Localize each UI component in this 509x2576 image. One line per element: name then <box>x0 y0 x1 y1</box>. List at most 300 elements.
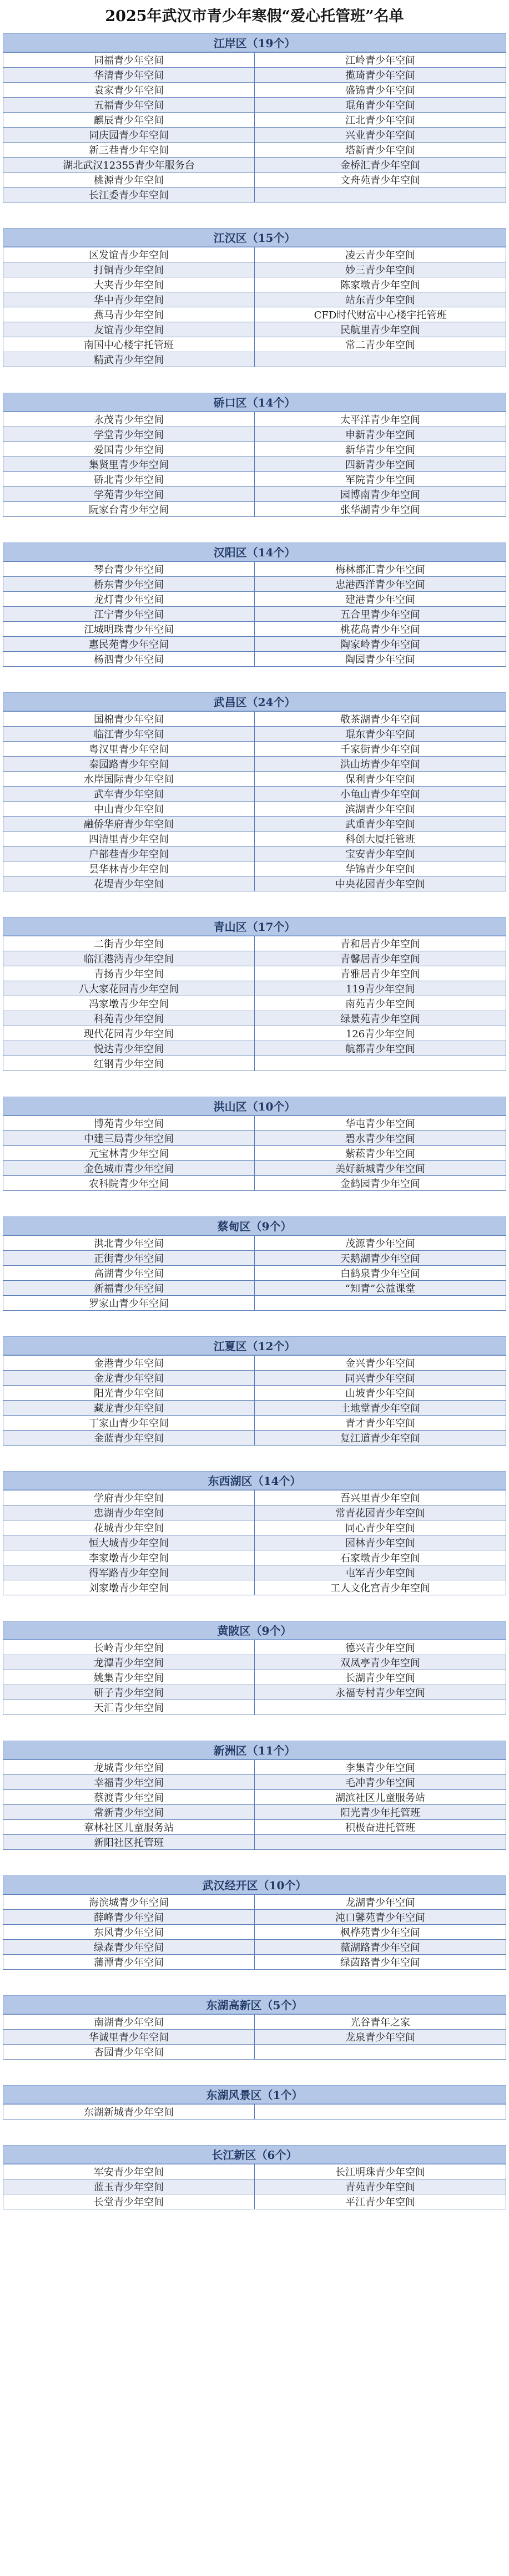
center-name: 江北青少年空间 <box>255 113 506 128</box>
center-name: 龙湖青少年空间 <box>255 1895 506 1910</box>
table-row <box>3 1940 506 1955</box>
center-name: 长堂青少年空间 <box>3 2194 255 2209</box>
center-name: 工人文化宫青少年空间 <box>255 1580 506 1595</box>
table-row <box>3 2194 506 2209</box>
center-name: 南湖青少年空间 <box>3 2015 255 2030</box>
center-name: 龙潭青少年空间 <box>3 1655 255 1670</box>
center-name: 江宁青少年空间 <box>3 607 255 622</box>
section-spacer <box>3 667 506 692</box>
table-row <box>3 1655 506 1670</box>
center-name: 光谷青年之家 <box>255 2015 506 2030</box>
center-name: 绿森青少年空间 <box>3 1940 255 1955</box>
district-header: 洪山区（10个） <box>3 1097 506 1115</box>
center-table <box>3 2014 506 2060</box>
table-row <box>3 1431 506 1446</box>
center-name: 复江道青少年空间 <box>255 1431 506 1446</box>
center-name: 桃源青少年空间 <box>3 173 255 187</box>
table-row <box>3 1490 506 1505</box>
district-header: 青山区（17个） <box>3 917 506 936</box>
center-name: 张华湖青少年空间 <box>255 502 506 517</box>
center-name: 青才青少年空间 <box>255 1416 506 1431</box>
table-row <box>3 277 506 292</box>
center-name: 刘家墩青少年空间 <box>3 1580 255 1595</box>
center-name: 南苑青少年空间 <box>255 996 506 1011</box>
center-name: 罗家山青少年空间 <box>3 1296 255 1311</box>
center-name: 华诚里青少年空间 <box>3 2030 255 2045</box>
center-name: 永福专村青少年空间 <box>255 1685 506 1700</box>
center-name: 现代花园青少年空间 <box>3 1026 255 1041</box>
table-row <box>3 143 506 158</box>
district-section <box>3 1216 506 1336</box>
center-table <box>3 52 506 202</box>
center-name: 区发谊青少年空间 <box>3 247 255 262</box>
table-row <box>3 247 506 262</box>
table-row <box>3 757 506 772</box>
center-name: 军院青少年空间 <box>255 472 506 487</box>
table-row <box>3 1236 506 1251</box>
center-name: 中央花园青少年空间 <box>255 876 506 891</box>
district-section <box>3 393 506 542</box>
center-name: 水岸国际青少年空间 <box>3 772 255 787</box>
center-name: 爱国青少年空间 <box>3 442 255 457</box>
center-name: 杏园青少年空间 <box>3 2045 255 2060</box>
district-header: 东湖风景区（1个） <box>3 2085 506 2104</box>
center-name: 建港青少年空间 <box>255 592 506 607</box>
district-section <box>3 2085 506 2145</box>
table-row <box>3 1535 506 1550</box>
table-row <box>3 562 506 577</box>
table-row <box>3 846 506 861</box>
center-name: 武车青少年空间 <box>3 787 255 802</box>
center-name: 四新青少年空间 <box>255 457 506 472</box>
table-row <box>3 2030 506 2045</box>
center-table <box>3 1355 506 1446</box>
table-row <box>3 53 506 68</box>
table-row <box>3 996 506 1011</box>
table-row <box>3 1401 506 1416</box>
table-row <box>3 1011 506 1026</box>
center-name: 龙城青少年空间 <box>3 1760 255 1775</box>
center-name: 五福青少年空间 <box>3 98 255 113</box>
center-name: 桃花岛青少年空间 <box>255 622 506 637</box>
district-header: 汉阳区（14个） <box>3 542 506 561</box>
table-row <box>3 1700 506 1715</box>
table-row <box>3 981 506 996</box>
center-name: 丁家山青少年空间 <box>3 1416 255 1431</box>
center-name: 花城青少年空间 <box>3 1520 255 1535</box>
center-name: 粤汉里青少年空间 <box>3 742 255 757</box>
table-row <box>3 772 506 787</box>
district-header: 硚口区（14个） <box>3 393 506 412</box>
center-name: 绿茵路青少年空间 <box>255 1955 506 1970</box>
table-row <box>3 502 506 517</box>
center-name: 洪北青少年空间 <box>3 1236 255 1251</box>
center-table <box>3 412 506 517</box>
center-name: 武重青少年空间 <box>255 817 506 831</box>
center-table <box>3 1759 506 1850</box>
section-spacer <box>3 1850 506 1875</box>
center-name: 长湖青少年空间 <box>255 1670 506 1685</box>
center-name: 中建三局青少年空间 <box>3 1131 255 1146</box>
center-name: 茂源青少年空间 <box>255 1236 506 1251</box>
center-name: 精武青少年空间 <box>3 352 255 367</box>
center-name: 金兴青少年空间 <box>255 1356 506 1371</box>
center-name: 金港青少年空间 <box>3 1356 255 1371</box>
center-name: “知青”公益课堂 <box>255 1281 506 1296</box>
center-name: 得军路青少年空间 <box>3 1565 255 1580</box>
center-name: 梅林都汇青少年空间 <box>255 562 506 577</box>
center-name: 碧水青少年空间 <box>255 1131 506 1146</box>
center-name: 海滨城青少年空间 <box>3 1895 255 1910</box>
center-name: 洪山坊青少年空间 <box>255 757 506 772</box>
section-spacer <box>3 1446 506 1471</box>
center-name: 凌云青少年空间 <box>255 247 506 262</box>
table-row <box>3 1251 506 1266</box>
district-section <box>3 1875 506 1995</box>
center-table <box>3 2164 506 2209</box>
center-name <box>255 2105 506 2119</box>
section-spacer <box>3 1191 506 1216</box>
center-table <box>3 1115 506 1191</box>
table-row <box>3 187 506 202</box>
center-name: 友谊青少年空间 <box>3 322 255 337</box>
center-name: 申新青少年空间 <box>255 427 506 442</box>
district-section <box>3 1995 506 2085</box>
section-spacer <box>3 2119 506 2145</box>
center-name: 红钢青少年空间 <box>3 1056 255 1071</box>
table-row <box>3 83 506 98</box>
district-section <box>3 917 506 1097</box>
center-table <box>3 1490 506 1595</box>
table-row <box>3 1371 506 1386</box>
center-name <box>255 1700 506 1715</box>
center-name: 园博南青少年空间 <box>255 487 506 502</box>
center-name: 长江委青少年空间 <box>3 187 255 202</box>
center-name: 冯家墩青少年空间 <box>3 996 255 1011</box>
table-row <box>3 113 506 128</box>
table-row <box>3 158 506 173</box>
section-spacer <box>3 1715 506 1741</box>
table-row <box>3 1026 506 1041</box>
center-name: 二街青少年空间 <box>3 936 255 951</box>
center-name: 华中青少年空间 <box>3 292 255 307</box>
center-name: 站东青少年空间 <box>255 292 506 307</box>
center-name: 保利青少年空间 <box>255 772 506 787</box>
table-row <box>3 98 506 113</box>
center-name: 阮家台青少年空间 <box>3 502 255 517</box>
center-name: 园林青少年空间 <box>255 1535 506 1550</box>
page-title: 2025年武汉市青少年寒假“爱心托管班”名单 <box>105 8 404 25</box>
center-name: 新华青少年空间 <box>255 442 506 457</box>
center-name: 新阳社区托管班 <box>3 1835 255 1850</box>
center-name: 姚集青少年空间 <box>3 1670 255 1685</box>
center-table <box>3 936 506 1071</box>
center-name: 幸福青少年空间 <box>3 1775 255 1790</box>
center-name: 126青少年空间 <box>255 1026 506 1041</box>
district-header: 江夏区（12个） <box>3 1336 506 1355</box>
section-spacer <box>3 1970 506 1995</box>
center-name: 高湖青少年空间 <box>3 1266 255 1281</box>
table-row <box>3 787 506 802</box>
center-name: 青扬青少年空间 <box>3 966 255 981</box>
table-row <box>3 352 506 367</box>
center-name: 陈家墩青少年空间 <box>255 277 506 292</box>
district-section <box>3 542 506 692</box>
district-header: 江岸区（19个） <box>3 33 506 52</box>
center-name: 桥东青少年空间 <box>3 577 255 592</box>
table-row <box>3 1805 506 1820</box>
table-row <box>3 412 506 427</box>
district-list <box>3 33 506 2209</box>
center-table <box>3 711 506 891</box>
table-row <box>3 292 506 307</box>
center-name: 常青花园青少年空间 <box>255 1505 506 1520</box>
table-row <box>3 262 506 277</box>
center-name: 长江明珠青少年空间 <box>255 2164 506 2179</box>
table-row <box>3 1775 506 1790</box>
center-name: 正街青少年空间 <box>3 1251 255 1266</box>
table-row <box>3 637 506 652</box>
center-name: 新三巷青少年空间 <box>3 143 255 158</box>
center-name: 蒲潭青少年空间 <box>3 1955 255 1970</box>
table-row <box>3 1131 506 1146</box>
center-name: 揽琦青少年空间 <box>255 68 506 83</box>
center-name: 忠湖青少年空间 <box>3 1505 255 1520</box>
table-row <box>3 951 506 966</box>
table-row <box>3 712 506 727</box>
center-name: 东风青少年空间 <box>3 1925 255 1940</box>
section-spacer <box>3 367 506 393</box>
center-name: 五合里青少年空间 <box>255 607 506 622</box>
table-row <box>3 1955 506 1970</box>
table-row <box>3 802 506 817</box>
district-section <box>3 2145 506 2209</box>
table-row <box>3 442 506 457</box>
center-name: 沌口馨苑青少年空间 <box>255 1910 506 1925</box>
center-name: CFD时代财富中心楼宇托管班 <box>255 307 506 322</box>
center-name: 杨泗青少年空间 <box>3 652 255 667</box>
center-name: 华清青少年空间 <box>3 68 255 83</box>
table-row <box>3 1910 506 1925</box>
center-name: 李集青少年空间 <box>255 1760 506 1775</box>
table-row <box>3 322 506 337</box>
center-name: 科创大厦托管班 <box>255 831 506 846</box>
center-name: 天鹅湖青少年空间 <box>255 1251 506 1266</box>
section-spacer <box>3 891 506 917</box>
center-name: 金色城市青少年空间 <box>3 1161 255 1176</box>
table-row <box>3 337 506 352</box>
table-row <box>3 1266 506 1281</box>
center-name: 滨湖青少年空间 <box>255 802 506 817</box>
center-name: 兴业青少年空间 <box>255 128 506 143</box>
center-name: 小龟山青少年空间 <box>255 787 506 802</box>
center-name: 江城明珠青少年空间 <box>3 622 255 637</box>
district-header: 武昌区（24个） <box>3 692 506 711</box>
center-name: 融侨华府青少年空间 <box>3 817 255 831</box>
section-spacer <box>3 1311 506 1336</box>
table-row <box>3 577 506 592</box>
center-name: 藏龙青少年空间 <box>3 1401 255 1416</box>
center-name: 农科院青少年空间 <box>3 1176 255 1191</box>
table-row <box>3 607 506 622</box>
district-header: 东湖高新区（5个） <box>3 1995 506 2014</box>
center-name: 八大家花园青少年空间 <box>3 981 255 996</box>
center-name <box>255 1056 506 1071</box>
table-row <box>3 173 506 187</box>
center-name: 阳光青少年托管班 <box>255 1805 506 1820</box>
table-row <box>3 1925 506 1940</box>
table-row <box>3 1895 506 1910</box>
table-row <box>3 622 506 637</box>
center-name: 同庆园青少年空间 <box>3 128 255 143</box>
center-name: 龙灯青少年空间 <box>3 592 255 607</box>
center-name: 临江青少年空间 <box>3 727 255 742</box>
table-row <box>3 817 506 831</box>
center-name: 户部巷青少年空间 <box>3 846 255 861</box>
center-name: 同兴青少年空间 <box>255 1371 506 1386</box>
center-name: 金蓝青少年空间 <box>3 1431 255 1446</box>
center-name: 陶家岭青少年空间 <box>255 637 506 652</box>
center-name: 宝安青少年空间 <box>255 846 506 861</box>
center-name: 临江港湾青少年空间 <box>3 951 255 966</box>
center-name: 东湖新城青少年空间 <box>3 2105 255 2119</box>
center-name: 毛冲青少年空间 <box>255 1775 506 1790</box>
center-name: 同福青少年空间 <box>3 53 255 68</box>
table-row <box>3 1041 506 1056</box>
table-row <box>3 427 506 442</box>
center-name: 昙华林青少年空间 <box>3 861 255 876</box>
district-header: 蔡甸区（9个） <box>3 1216 506 1235</box>
center-name: 塔新青少年空间 <box>255 143 506 158</box>
center-name: 紫菘青少年空间 <box>255 1146 506 1161</box>
center-table <box>3 1640 506 1715</box>
table-row <box>3 2179 506 2194</box>
center-name: 常二青少年空间 <box>255 337 506 352</box>
table-row <box>3 1550 506 1565</box>
table-row <box>3 727 506 742</box>
center-table <box>3 561 506 667</box>
center-name: 双凤亭青少年空间 <box>255 1655 506 1670</box>
table-row <box>3 128 506 143</box>
table-row <box>3 831 506 846</box>
center-name: 白鹤泉青少年空间 <box>255 1266 506 1281</box>
table-row <box>3 1416 506 1431</box>
center-name: 江岭青少年空间 <box>255 53 506 68</box>
center-name: 学堂青少年空间 <box>3 427 255 442</box>
table-row <box>3 1146 506 1161</box>
center-name: 龙泉青少年空间 <box>255 2030 506 2045</box>
center-name: 南国中心楼宇托管班 <box>3 337 255 352</box>
district-section <box>3 1097 506 1216</box>
center-name: 麒辰青少年空间 <box>3 113 255 128</box>
table-row <box>3 592 506 607</box>
table-row <box>3 1281 506 1296</box>
center-name: 美好新城青少年空间 <box>255 1161 506 1176</box>
center-name: 新福青少年空间 <box>3 1281 255 1296</box>
center-name: 章林社区儿童服务站 <box>3 1820 255 1835</box>
center-name: 枫桦苑青少年空间 <box>255 1925 506 1940</box>
table-row <box>3 1520 506 1535</box>
center-name <box>255 2045 506 2060</box>
center-name: 绿景苑青少年空间 <box>255 1011 506 1026</box>
table-row <box>3 1640 506 1655</box>
center-table <box>3 1894 506 1970</box>
district-section <box>3 1621 506 1741</box>
center-name: 金龙青少年空间 <box>3 1371 255 1386</box>
center-name: 华锦青少年空间 <box>255 861 506 876</box>
table-row <box>3 2164 506 2179</box>
table-row <box>3 1505 506 1520</box>
district-header: 黄陂区（9个） <box>3 1621 506 1640</box>
center-name: 陶园青少年空间 <box>255 652 506 667</box>
table-row <box>3 1760 506 1775</box>
center-name: 长岭青少年空间 <box>3 1640 255 1655</box>
center-name: 常新青少年空间 <box>3 1805 255 1820</box>
center-name: 文舟苑青少年空间 <box>255 173 506 187</box>
table-row <box>3 457 506 472</box>
center-name: 盛锦青少年空间 <box>255 83 506 98</box>
center-name: 积极奋进托管班 <box>255 1820 506 1835</box>
district-section <box>3 228 506 393</box>
center-name: 集贤里青少年空间 <box>3 457 255 472</box>
center-name: 119青少年空间 <box>255 981 506 996</box>
center-name: 学府青少年空间 <box>3 1490 255 1505</box>
center-name <box>255 1835 506 1850</box>
center-name: 太平洋青少年空间 <box>255 412 506 427</box>
center-name: 青雅居青少年空间 <box>255 966 506 981</box>
table-row <box>3 742 506 757</box>
center-name: 平江青少年空间 <box>255 2194 506 2209</box>
district-section <box>3 33 506 228</box>
center-name: 湖滨社区儿童服务站 <box>255 1790 506 1805</box>
center-name: 忠港西洋青少年空间 <box>255 577 506 592</box>
section-spacer <box>3 1595 506 1621</box>
center-name: 琨角青少年空间 <box>255 98 506 113</box>
center-name: 惠民苑青少年空间 <box>3 637 255 652</box>
table-row <box>3 1116 506 1131</box>
center-name: 中山青少年空间 <box>3 802 255 817</box>
table-row <box>3 307 506 322</box>
center-name: 硚北青少年空间 <box>3 472 255 487</box>
section-spacer <box>3 2060 506 2085</box>
center-name: 琴台青少年空间 <box>3 562 255 577</box>
center-name: 学苑青少年空间 <box>3 487 255 502</box>
table-row <box>3 1790 506 1805</box>
center-name: 李家墩青少年空间 <box>3 1550 255 1565</box>
table-row <box>3 1670 506 1685</box>
table-row <box>3 2045 506 2060</box>
table-row <box>3 652 506 667</box>
center-name: 蓝玉青少年空间 <box>3 2179 255 2194</box>
section-spacer <box>3 517 506 542</box>
center-name: 青苑青少年空间 <box>255 2179 506 2194</box>
table-row <box>3 1386 506 1401</box>
table-row <box>3 1176 506 1191</box>
center-name: 秦园路青少年空间 <box>3 757 255 772</box>
center-name: 元宝林青少年空间 <box>3 1146 255 1161</box>
center-name: 琨东青少年空间 <box>255 727 506 742</box>
center-name <box>255 352 506 367</box>
center-name: 国棉青少年空间 <box>3 712 255 727</box>
center-name: 航都青少年空间 <box>255 1041 506 1056</box>
district-header: 东西湖区（14个） <box>3 1471 506 1490</box>
district-header: 武汉经开区（10个） <box>3 1875 506 1894</box>
center-name: 研子青少年空间 <box>3 1685 255 1700</box>
district-section <box>3 692 506 917</box>
center-name: 青和居青少年空间 <box>255 936 506 951</box>
center-table <box>3 1235 506 1311</box>
center-name: 博苑青少年空间 <box>3 1116 255 1131</box>
